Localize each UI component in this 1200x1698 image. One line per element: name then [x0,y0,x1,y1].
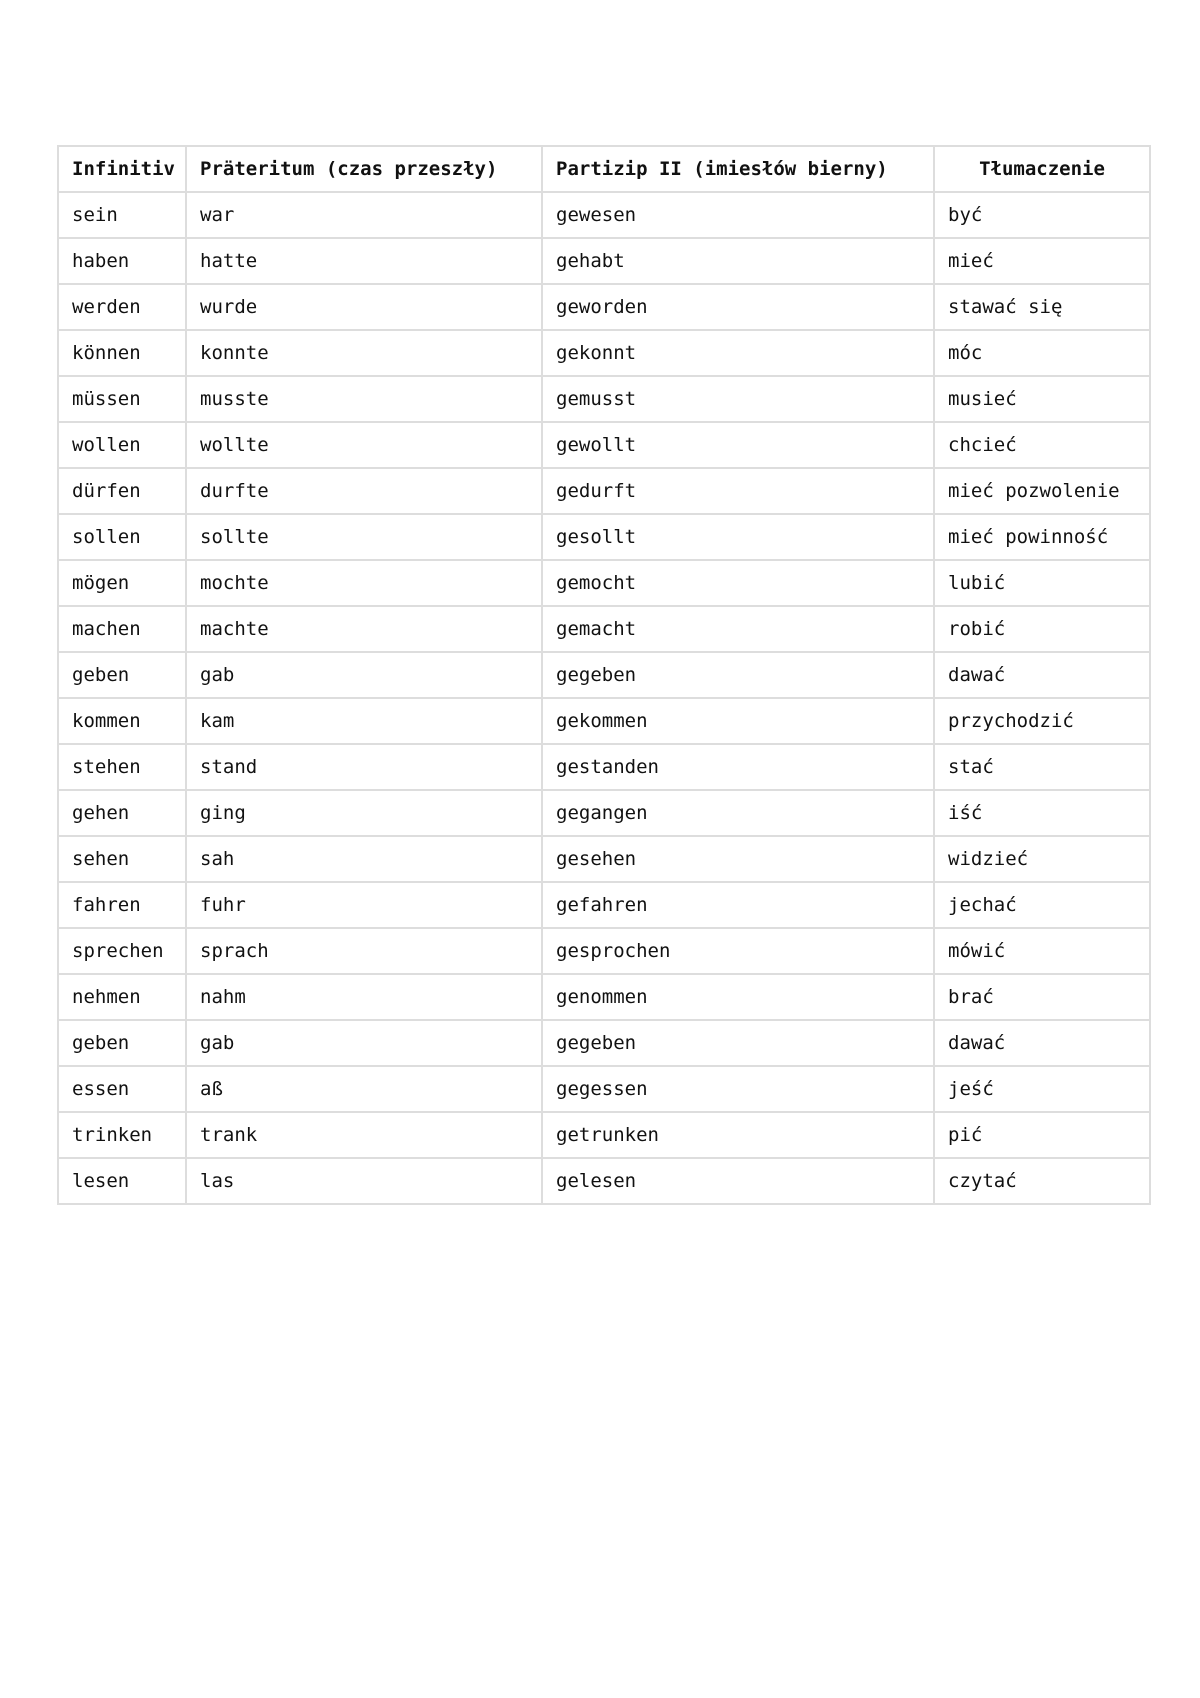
header-infinitiv: Infinitiv [58,146,186,192]
cell-prateritum: machte [186,606,542,652]
cell-partizip: gewollt [542,422,934,468]
table-body [58,192,1150,1204]
cell-partizip: gesehen [542,836,934,882]
table-row [58,1112,1150,1158]
cell-infinitiv: trinken [58,1112,186,1158]
cell-tlumaczenie: musieć [934,376,1150,422]
cell-prateritum: konnte [186,330,542,376]
table-row [58,376,1150,422]
cell-tlumaczenie: mówić [934,928,1150,974]
cell-tlumaczenie: przychodzić [934,698,1150,744]
cell-tlumaczenie: iść [934,790,1150,836]
cell-infinitiv: essen [58,1066,186,1112]
table-row [58,606,1150,652]
cell-infinitiv: nehmen [58,974,186,1020]
cell-prateritum: aß [186,1066,542,1112]
cell-tlumaczenie: mieć powinność [934,514,1150,560]
table-row [58,928,1150,974]
cell-infinitiv: machen [58,606,186,652]
table-row [58,514,1150,560]
cell-prateritum: gab [186,652,542,698]
cell-prateritum: kam [186,698,542,744]
table-row [58,790,1150,836]
cell-infinitiv: fahren [58,882,186,928]
cell-tlumaczenie: dawać [934,652,1150,698]
cell-tlumaczenie: stać [934,744,1150,790]
cell-partizip: geworden [542,284,934,330]
cell-prateritum: durfte [186,468,542,514]
cell-partizip: gegeben [542,652,934,698]
cell-tlumaczenie: mieć [934,238,1150,284]
cell-infinitiv: müssen [58,376,186,422]
cell-infinitiv: kommen [58,698,186,744]
cell-infinitiv: gehen [58,790,186,836]
cell-tlumaczenie: móc [934,330,1150,376]
cell-partizip: gekonnt [542,330,934,376]
table-row [58,330,1150,376]
table-row [58,1066,1150,1112]
cell-prateritum: las [186,1158,542,1204]
header-partizip: Partizip II (imiesłów bierny) [542,146,934,192]
table-header [58,146,1150,192]
table-row [58,836,1150,882]
cell-partizip: gehabt [542,238,934,284]
table-row [58,974,1150,1020]
cell-partizip: gewesen [542,192,934,238]
cell-prateritum: fuhr [186,882,542,928]
cell-tlumaczenie: być [934,192,1150,238]
cell-partizip: gemusst [542,376,934,422]
cell-tlumaczenie: chcieć [934,422,1150,468]
cell-infinitiv: können [58,330,186,376]
cell-partizip: gegeben [542,1020,934,1066]
cell-infinitiv: sollen [58,514,186,560]
cell-infinitiv: sein [58,192,186,238]
cell-prateritum: gab [186,1020,542,1066]
header-prateritum: Präteritum (czas przeszły) [186,146,542,192]
cell-prateritum: musste [186,376,542,422]
cell-prateritum: stand [186,744,542,790]
cell-partizip: gelesen [542,1158,934,1204]
cell-prateritum: wollte [186,422,542,468]
cell-tlumaczenie: robić [934,606,1150,652]
cell-tlumaczenie: pić [934,1112,1150,1158]
table-row [58,652,1150,698]
document-page [57,145,1149,1205]
cell-infinitiv: werden [58,284,186,330]
table-row [58,1158,1150,1204]
cell-partizip: gedurft [542,468,934,514]
cell-partizip: gekommen [542,698,934,744]
table-row [58,284,1150,330]
cell-infinitiv: mögen [58,560,186,606]
cell-prateritum: nahm [186,974,542,1020]
cell-partizip: gesollt [542,514,934,560]
cell-prateritum: mochte [186,560,542,606]
cell-tlumaczenie: czytać [934,1158,1150,1204]
header-tlumaczenie: Tłumaczenie [934,146,1150,192]
header-row [58,146,1150,192]
cell-tlumaczenie: dawać [934,1020,1150,1066]
cell-infinitiv: wollen [58,422,186,468]
cell-infinitiv: stehen [58,744,186,790]
cell-partizip: gegessen [542,1066,934,1112]
cell-infinitiv: haben [58,238,186,284]
cell-prateritum: sprach [186,928,542,974]
cell-prateritum: hatte [186,238,542,284]
cell-tlumaczenie: jechać [934,882,1150,928]
cell-partizip: gefahren [542,882,934,928]
cell-prateritum: war [186,192,542,238]
cell-partizip: gemacht [542,606,934,652]
cell-infinitiv: lesen [58,1158,186,1204]
cell-infinitiv: sehen [58,836,186,882]
cell-partizip: gemocht [542,560,934,606]
cell-partizip: gestanden [542,744,934,790]
cell-infinitiv: geben [58,652,186,698]
table-row [58,238,1150,284]
table-row [58,192,1150,238]
cell-infinitiv: sprechen [58,928,186,974]
cell-tlumaczenie: widzieć [934,836,1150,882]
cell-tlumaczenie: brać [934,974,1150,1020]
cell-partizip: getrunken [542,1112,934,1158]
cell-tlumaczenie: lubić [934,560,1150,606]
cell-partizip: genommen [542,974,934,1020]
table-row [58,698,1150,744]
cell-tlumaczenie: mieć pozwolenie [934,468,1150,514]
cell-infinitiv: dürfen [58,468,186,514]
cell-prateritum: wurde [186,284,542,330]
cell-prateritum: trank [186,1112,542,1158]
table-row [58,468,1150,514]
cell-infinitiv: geben [58,1020,186,1066]
table-row [58,1020,1150,1066]
cell-tlumaczenie: stawać się [934,284,1150,330]
cell-prateritum: sollte [186,514,542,560]
table-row [58,422,1150,468]
table-row [58,744,1150,790]
cell-partizip: gegangen [542,790,934,836]
cell-partizip: gesprochen [542,928,934,974]
cell-tlumaczenie: jeść [934,1066,1150,1112]
table-row [58,560,1150,606]
cell-prateritum: sah [186,836,542,882]
cell-prateritum: ging [186,790,542,836]
table-row [58,882,1150,928]
verb-table [57,145,1151,1205]
